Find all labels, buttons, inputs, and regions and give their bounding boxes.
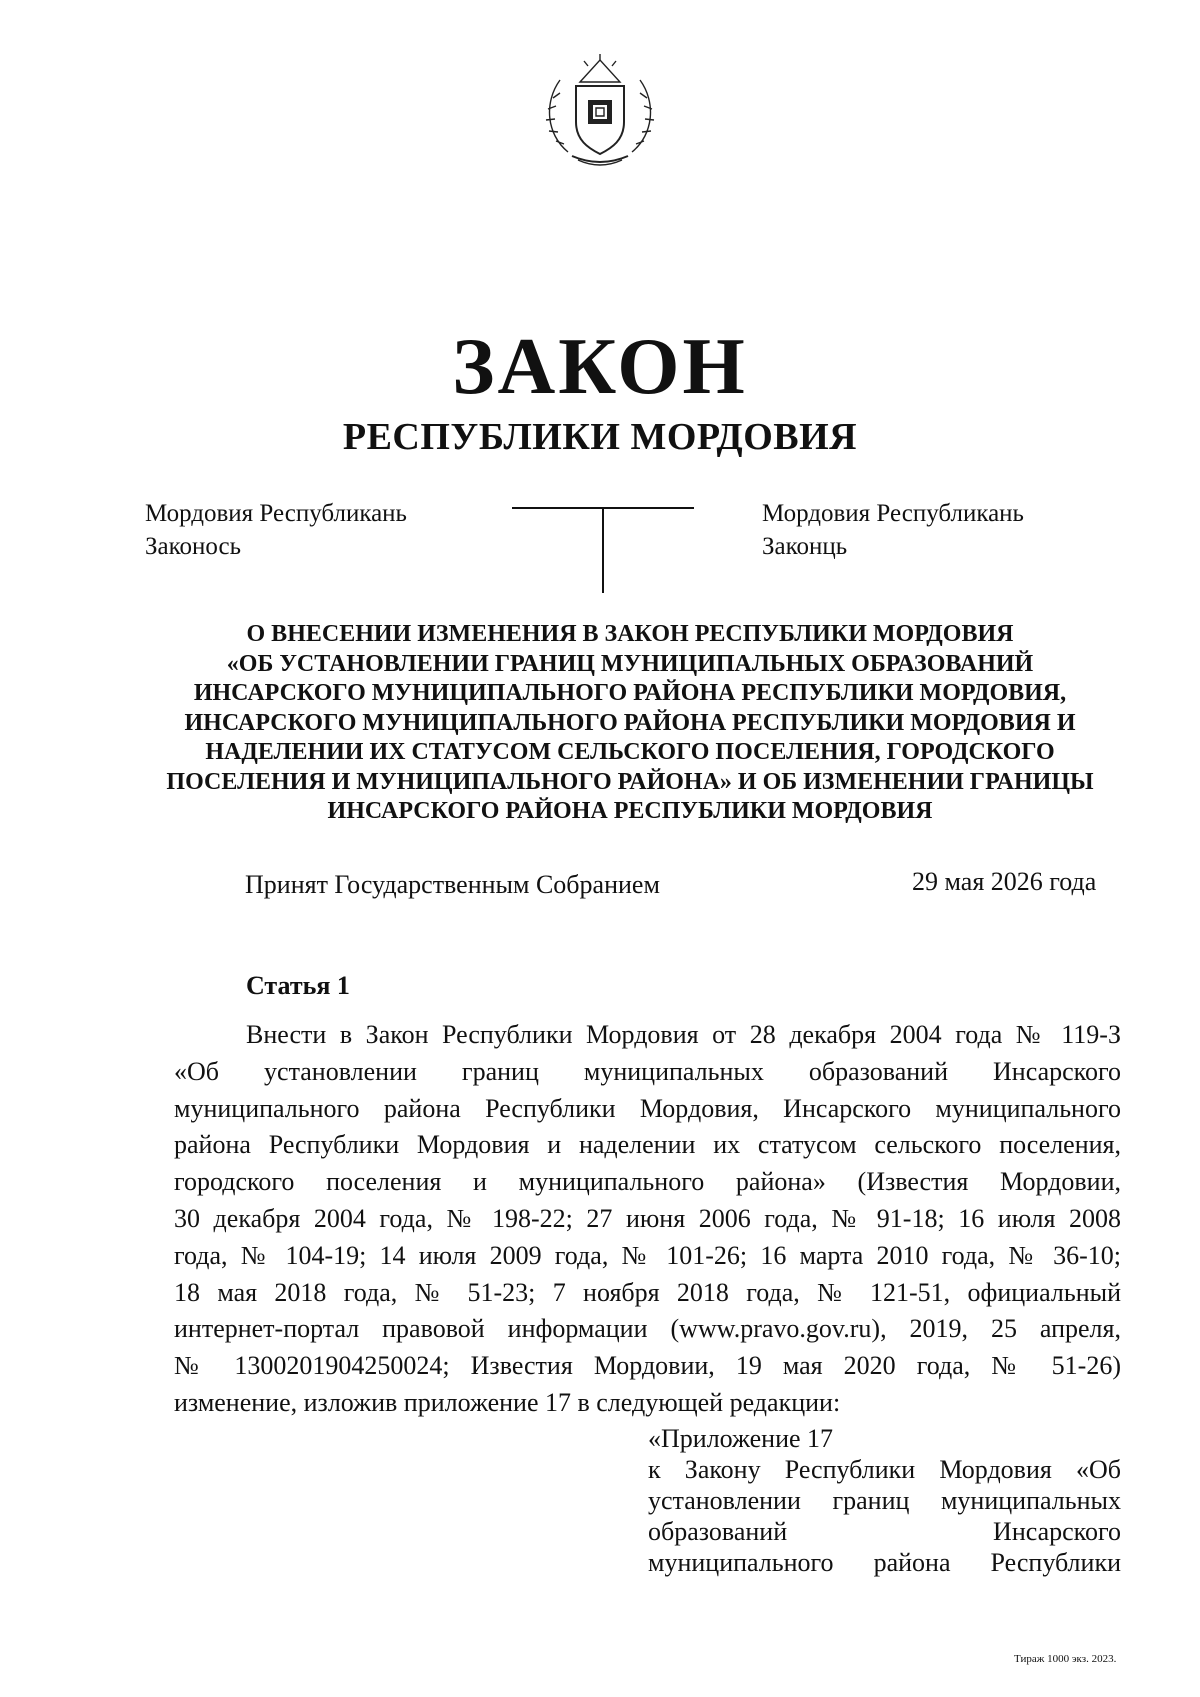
coat-of-arms-icon <box>538 52 662 174</box>
article-body <box>174 1017 1121 1422</box>
act-title-line: НАДЕЛЕНИИ ИХ СТАТУСОМ СЕЛЬСКОГО ПОСЕЛЕНИЯ, ГОРОДСКОГО <box>205 739 1055 765</box>
article-line: интернет-портал правовой информации (www.pravo.gov.ru), 2019, 25 апреля, <box>174 1314 1121 1344</box>
act-title-line: «ОБ УСТАНОВЛЕНИИ ГРАНИЦ МУНИЦИПАЛЬНЫХ ОБРАЗОВАНИЙ <box>226 650 1034 677</box>
coat-of-arms-emblem <box>538 52 662 174</box>
article-line: года, № 104-19; 14 июля 2009 года, № 101-26; 16 марта 2010 года, № 36-10; <box>174 1240 1121 1270</box>
moksha-law-label <box>762 497 1102 563</box>
act-title-line: ИНСАРСКОГО МУНИЦИПАЛЬНОГО РАЙОНА РЕСПУБЛИКИ МОРДОВИЯ, <box>193 680 1067 706</box>
act-title-line: О ВНЕСЕНИИ ИЗМЕНЕНИЯ В ЗАКОН РЕСПУБЛИКИ МОРДОВИЯ <box>246 621 1014 647</box>
article-line: 30 декабря 2004 года, № 198-22; 27 июня 2006 года, № 91-18; 16 июля 2008 <box>174 1203 1121 1233</box>
article-line: района Республики Мордовия и наделении их статусом сельского поселения, <box>174 1130 1121 1160</box>
erzya-law-label-line: Законось <box>145 533 241 560</box>
erzya-law-label <box>145 497 485 563</box>
annex-line: к Закону Республики Мордовия «Об <box>648 1455 1121 1484</box>
article-heading: Статья 1 <box>246 971 350 1000</box>
article-line: изменение, изложив приложение 17 в следующей редакции: <box>174 1387 841 1417</box>
article-line: муниципального района Республики Мордовия, Инсарского муниципального <box>174 1093 1121 1123</box>
moksha-law-label-line: Законць <box>762 533 848 560</box>
law-subtitle: РЕСПУБЛИКИ МОРДОВИЯ <box>342 416 858 458</box>
act-title <box>140 620 1120 827</box>
article-line: городского поселения и муниципального района» (Известия Мордовии, <box>174 1167 1121 1197</box>
article-line: Внести в Закон Республики Мордовия от 28 декабря 2004 года № 119-З <box>246 1020 1121 1049</box>
annex-line: установлении границ муниципальных <box>648 1486 1121 1515</box>
article-line: 18 мая 2018 года, № 51-23; 7 ноября 2018 года, № 121-51, официальный <box>174 1277 1121 1307</box>
act-title-line: ИНСАРСКОГО РАЙОНА РЕСПУБЛИКИ МОРДОВИЯ <box>327 798 933 824</box>
annex-heading <box>648 1423 1121 1578</box>
print-run-note: Тираж 1000 экз. 2023. <box>1014 1653 1117 1665</box>
adoption-date: 29 мая 2026 года <box>912 867 1097 896</box>
header-divider-vertical <box>602 507 604 593</box>
moksha-law-label-line: Мордовия Республикань <box>762 500 1024 527</box>
adoption-body: Принят Государственным Собранием <box>245 870 660 899</box>
annex-line: «Приложение 17 <box>648 1424 834 1453</box>
article-line: № 1300201904250024; Известия Мордовии, 19 мая 2020 года, № 51-26) <box>174 1351 1121 1381</box>
act-title-line: ИНСАРСКОГО МУНИЦИПАЛЬНОГО РАЙОНА РЕСПУБЛИКИ МОРДОВИЯ И <box>184 709 1076 736</box>
annex-line: образований Инсарского <box>648 1517 1121 1546</box>
article-line: «Об установлении границ муниципальных образований Инсарского <box>174 1056 1121 1086</box>
act-title-line: ПОСЕЛЕНИЯ И МУНИЦИПАЛЬНОГО РАЙОНА» И ОБ ИЗМЕНЕНИИ ГРАНИЦЫ <box>166 768 1094 795</box>
erzya-law-label-line: Мордовия Республикань <box>145 500 407 527</box>
law-title: ЗАКОН <box>452 323 748 411</box>
annex-line: муниципального района Республики <box>648 1548 1121 1577</box>
